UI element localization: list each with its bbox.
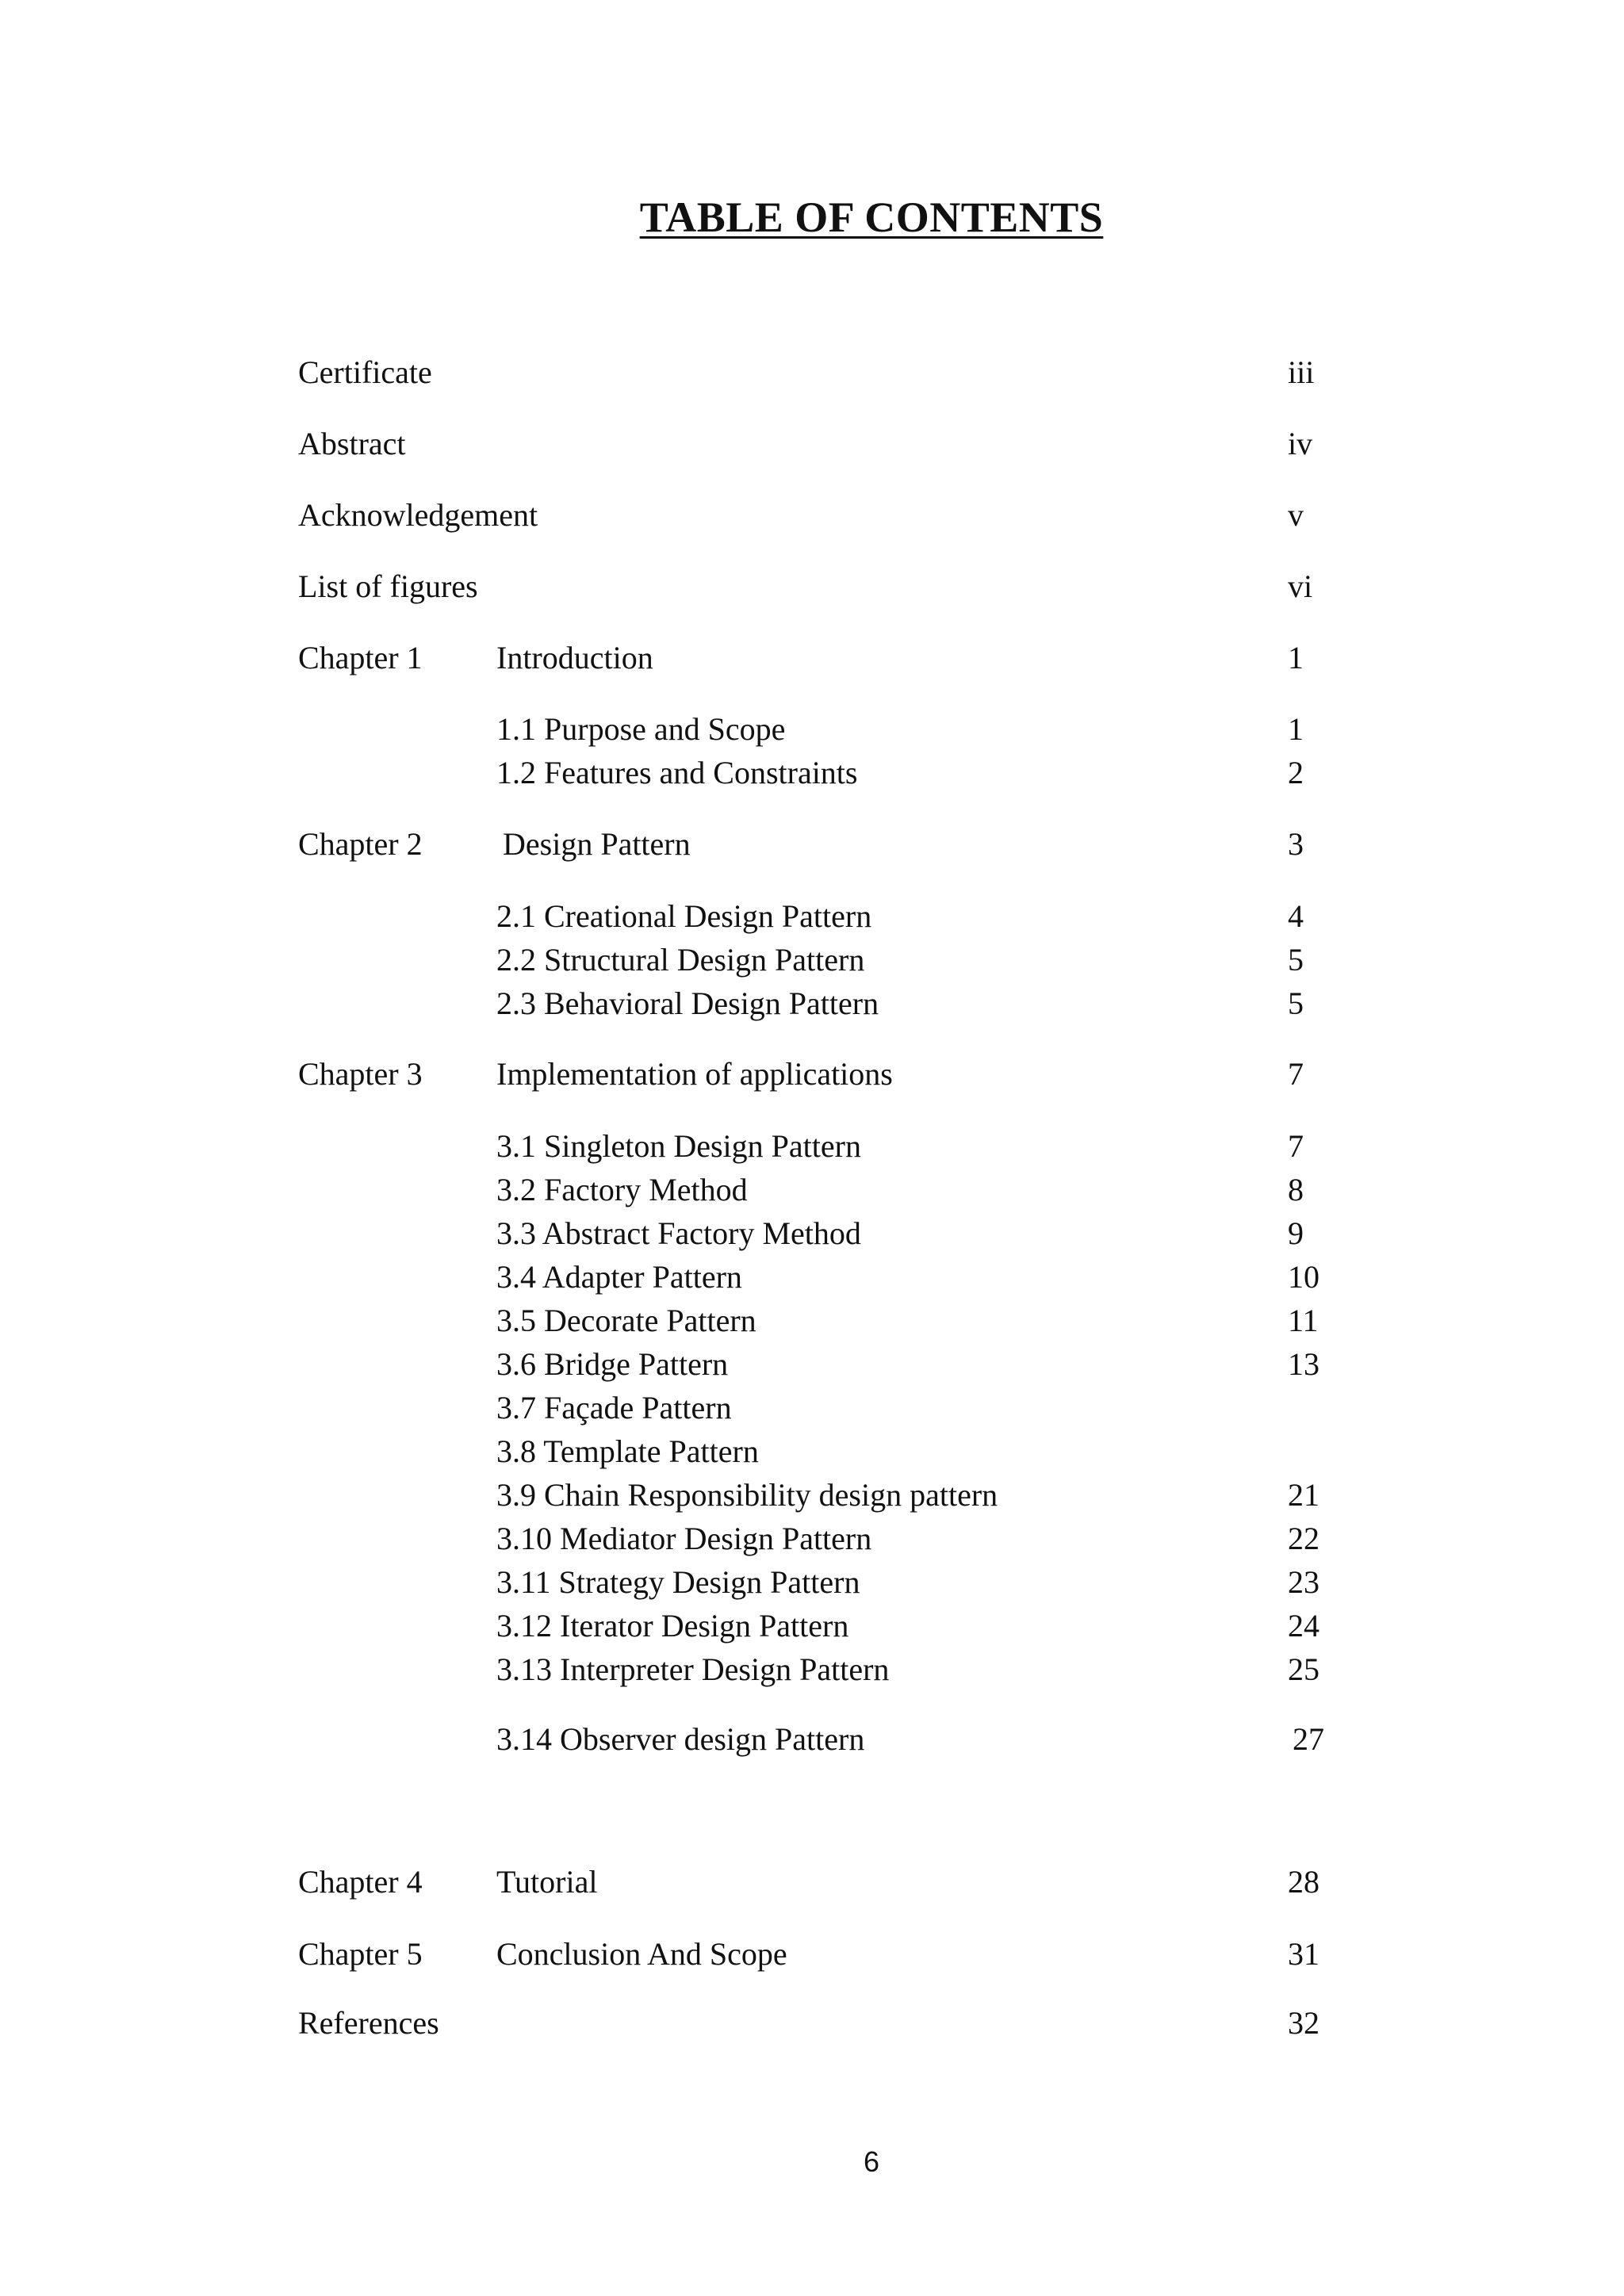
toc-row-section[interactable] [0,1301,1624,1341]
toc-entry-label: References [298,2005,439,2041]
toc-page-number: 32 [1288,2005,1320,2041]
section-title: 2.3 Behavioral Design Pattern [496,985,879,1021]
chapter-title: Tutorial [496,1864,598,1900]
toc-page-number: 10 [1288,1259,1320,1295]
section-title: 3.4 Adapter Pattern [496,1259,742,1295]
toc-page-number: 22 [1288,1521,1320,1556]
section-title: 3.5 Decorate Pattern [496,1303,756,1338]
toc-entry-label: List of figures [298,568,478,604]
toc-page-number: 5 [1288,942,1304,978]
section-title: 3.6 Bridge Pattern [496,1346,729,1382]
section-title: 3.9 Chain Responsibility design pattern [496,1477,998,1513]
toc-row-chapter-1[interactable] [0,638,1624,678]
toc-row-chapter-5[interactable] [0,1934,1624,1974]
toc-row-section[interactable] [0,753,1624,793]
toc-page-number: 8 [1288,1172,1304,1207]
section-title: 3.13 Interpreter Design Pattern [496,1651,890,1687]
toc-page-number: 7 [1288,1056,1304,1092]
toc-entry-label: Abstract [298,426,406,461]
section-title: 2.1 Creational Design Pattern [496,898,872,934]
toc-row-section[interactable] [0,1257,1624,1297]
section-title: 3.14 Observer design Pattern [496,1721,865,1757]
toc-page-number: vi [1288,568,1313,604]
section-title: 2.2 Structural Design Pattern [496,942,865,978]
toc-page-number: 31 [1288,1936,1320,1972]
section-title: 3.3 Abstract Factory Method [496,1215,861,1251]
toc-row-section[interactable] [0,984,1624,1024]
toc-row-section[interactable] [0,897,1624,936]
toc-row-section[interactable] [0,1720,1624,1759]
chapter-title: Design Pattern [503,826,691,862]
toc-entry-label: Certificate [298,354,432,390]
toc-row-section[interactable] [0,710,1624,749]
toc-page-number: v [1288,497,1304,533]
toc-page-number: 13 [1288,1346,1320,1382]
toc-page-number: 25 [1288,1651,1320,1687]
toc-row-section[interactable] [0,1475,1624,1515]
toc-row-section[interactable] [0,1127,1624,1166]
toc-row-section[interactable] [0,1563,1624,1602]
toc-row-chapter-3[interactable] [0,1054,1624,1094]
section-title: 3.10 Mediator Design Pattern [496,1521,872,1556]
page-number: 6 [863,2145,880,2178]
toc-row-section[interactable] [0,1650,1624,1689]
toc-row-certificate[interactable] [0,353,1624,392]
toc-page-number: 27 [1293,1721,1324,1757]
toc-page-number: 2 [1288,755,1304,790]
section-title: 3.8 Template Pattern [496,1433,759,1469]
toc-row-acknowledgement[interactable] [0,496,1624,535]
toc-row-list-of-figures[interactable] [0,567,1624,607]
chapter-title: Introduction [496,640,653,675]
toc-row-section[interactable] [0,1606,1624,1646]
page-title: TABLE OF CONTENTS [639,193,1104,241]
toc-page-number: iv [1288,426,1313,461]
toc-row-references[interactable] [0,2003,1624,2043]
section-title: 3.2 Factory Method [496,1172,748,1207]
section-title: 1.1 Purpose and Scope [496,711,786,747]
toc-page-number: 23 [1288,1564,1320,1600]
toc-page-number: 1 [1288,711,1304,747]
chapter-label: Chapter 2 [298,826,423,862]
toc-page-number: 21 [1288,1477,1320,1513]
toc-page-number: 7 [1288,1128,1304,1164]
toc-page-number: 24 [1288,1608,1320,1644]
chapter-title: Conclusion And Scope [496,1936,787,1972]
toc-page-number: iii [1288,354,1315,390]
toc-row-section[interactable] [0,1214,1624,1253]
toc-page-number: 3 [1288,826,1304,862]
toc-page-number: 11 [1288,1303,1319,1338]
chapter-label: Chapter 1 [298,640,423,675]
chapter-label: Chapter 4 [298,1864,423,1900]
toc-row-chapter-2[interactable] [0,825,1624,864]
section-title: 3.12 Iterator Design Pattern [496,1608,849,1644]
toc-page-number: 5 [1288,985,1304,1021]
section-title: 1.2 Features and Constraints [496,755,858,790]
toc-page-number: 4 [1288,898,1304,934]
toc-row-section[interactable] [0,1170,1624,1210]
toc-page-number: 9 [1288,1215,1304,1251]
toc-row-section[interactable] [0,940,1624,980]
section-title: 3.7 Façade Pattern [496,1390,732,1425]
toc-row-section[interactable] [0,1432,1624,1471]
toc-entry-label: Acknowledgement [298,497,538,533]
toc-page-number: 1 [1288,640,1304,675]
section-title: 3.1 Singleton Design Pattern [496,1128,861,1164]
chapter-title: Implementation of applications [496,1056,893,1092]
toc-page-number: 28 [1288,1864,1320,1900]
toc-row-section[interactable] [0,1345,1624,1384]
toc-row-section[interactable] [0,1519,1624,1559]
section-title: 3.11 Strategy Design Pattern [496,1564,860,1600]
chapter-label: Chapter 3 [298,1056,423,1092]
toc-row-section[interactable] [0,1388,1624,1428]
toc-row-chapter-4[interactable] [0,1862,1624,1902]
chapter-label: Chapter 5 [298,1936,423,1972]
toc-row-abstract[interactable] [0,424,1624,464]
